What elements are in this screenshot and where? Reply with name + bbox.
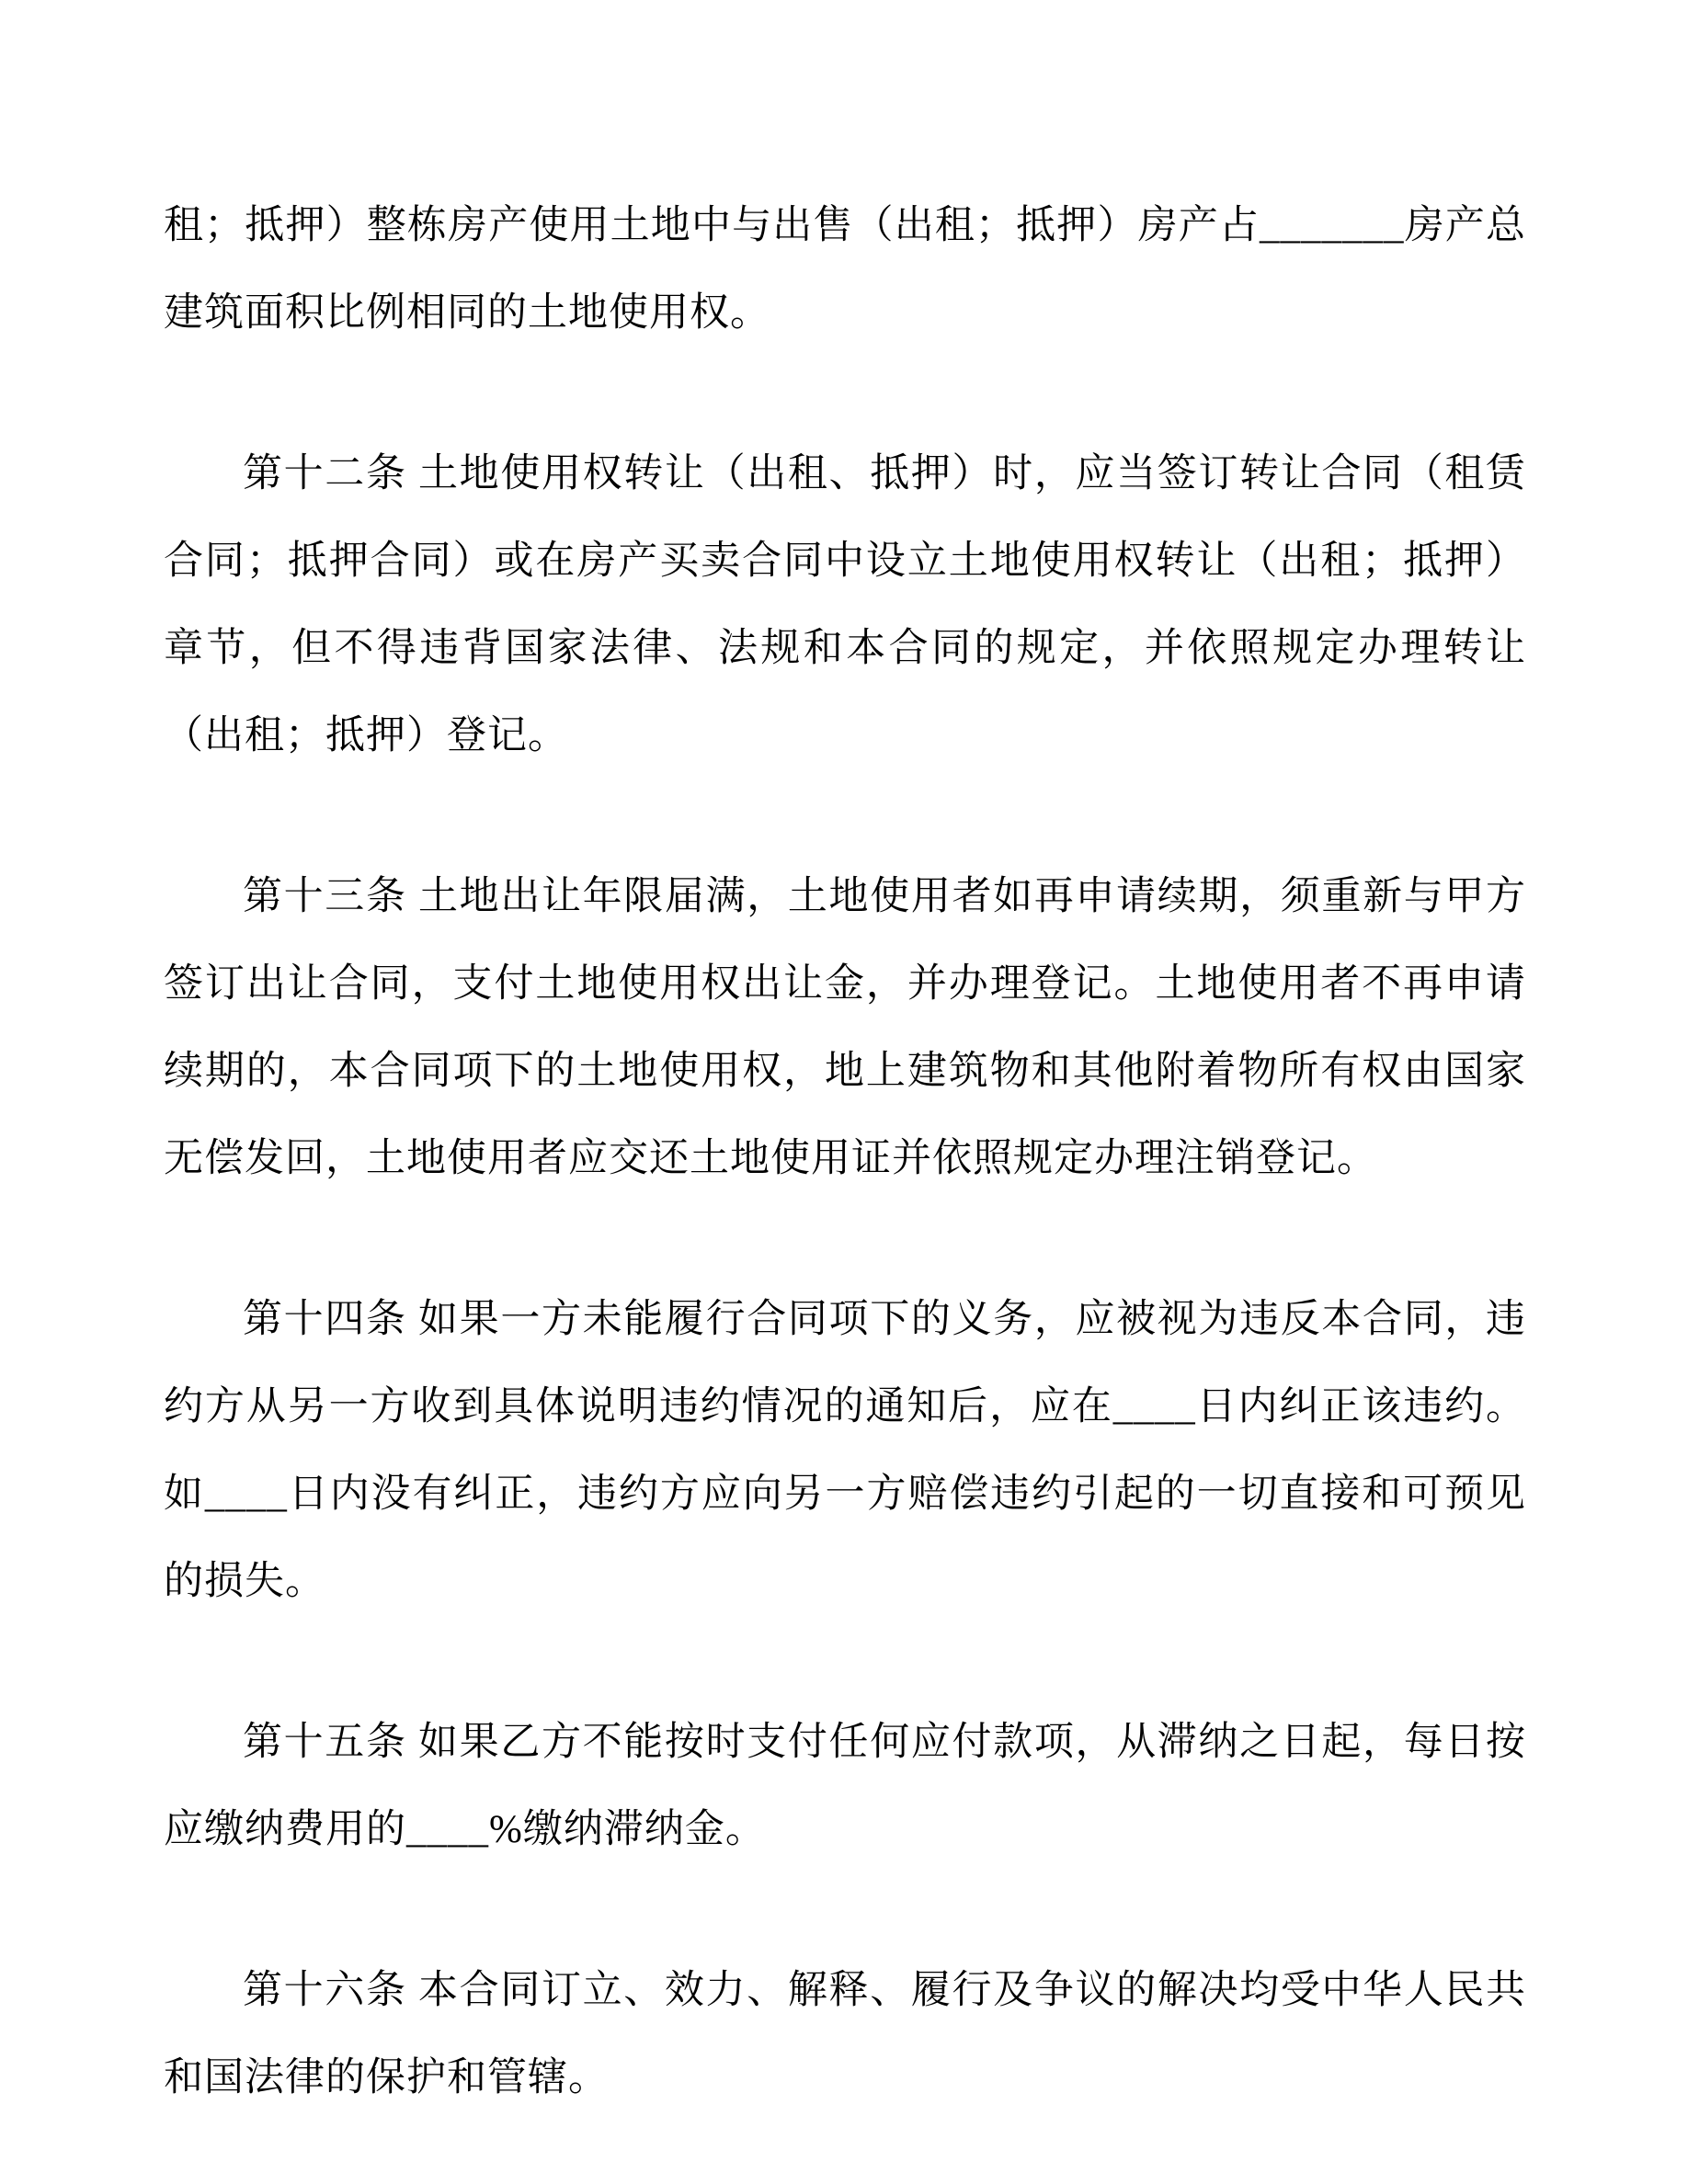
contract-paragraph-clause-15: 第十五条 如果乙方不能按时支付任何应付款项，从滞纳之日起，每日按应缴纳费用的____%缴纳滞纳金。 [164,1721,1526,1851]
contract-paragraph-clause-11-continuation: 租；抵押）整栋房产使用土地中与出售（出租；抵押）房产占_______房产总建筑面积比例相同的土地使用权。 [164,204,1526,335]
contract-paragraph-clause-14: 第十四条 如果一方未能履行合同项下的义务，应被视为违反本合同，违约方从另一方收到具体说明违约情况的通知后，应在____日内纠正该违约。如____日内没有纠正，违约方应向另一方赔偿违约引起的一切直接和可预见的损失。 [164,1298,1526,1603]
contract-paragraph-clause-16: 第十六条 本合同订立、效力、解释、履行及争议的解决均受中华人民共和国法律的保护和管辖。 [164,1969,1526,2099]
contract-paragraph-clause-13: 第十三条 土地出让年限届满，土地使用者如再申请续期，须重新与甲方签订出让合同，支付土地使用权出让金，并办理登记。土地使用者不再申请续期的，本合同项下的土地使用权，地上建筑物和其他附着物所有权由国家无偿发回，土地使用者应交还土地使用证并依照规定办理注销登记。 [164,875,1526,1180]
contract-paragraph-clause-12: 第十二条 土地使用权转让（出租、抵押）时，应当签订转让合同（租赁合同；抵押合同）或在房产买卖合同中设立土地使用权转让（出租；抵押）章节，但不得违背国家法律、法规和本合同的规定，并依照规定办理转让（出租；抵押）登记。 [164,452,1526,757]
